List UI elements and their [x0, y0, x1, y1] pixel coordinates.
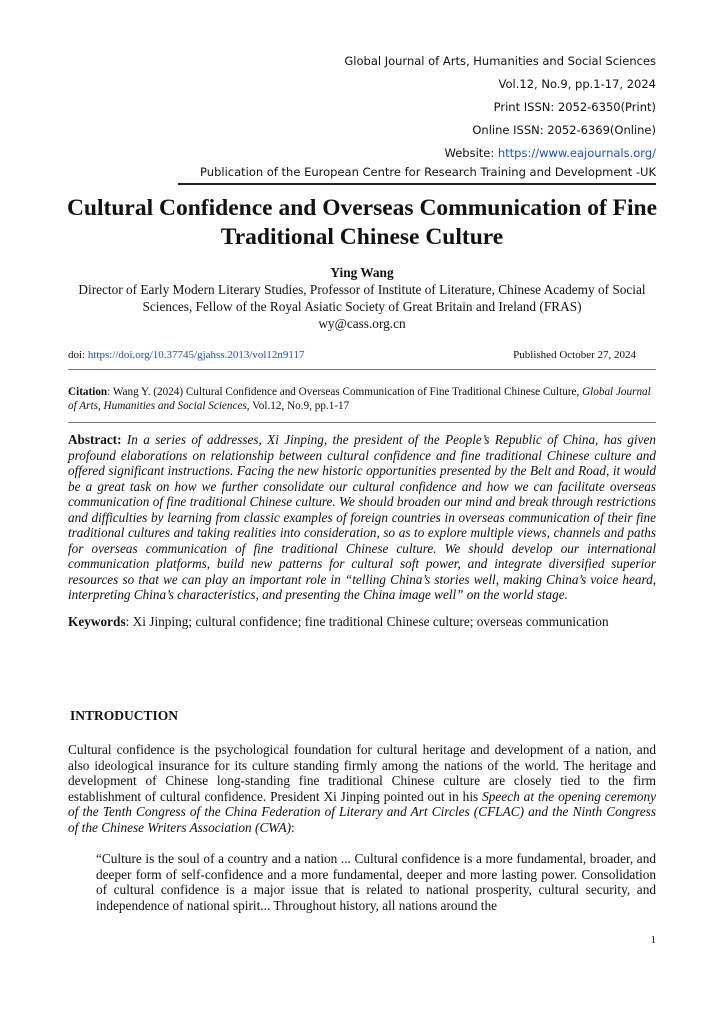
abstract-label: Abstract	[68, 432, 118, 447]
citation-tail: , Vol.12, No.9, pp.1-17	[246, 399, 350, 412]
author-affiliation: Director of Early Modern Literary Studies, Professor of Institute of Literature, Chinese Academy of Social Sciences, Fellow of the Royal Asiatic Society of Great Britain and Ireland (FRAS)	[78, 282, 646, 314]
citation-journal: Global Journal of Arts, Humanities and Social Sciences	[68, 386, 651, 412]
intro-text: Cultural confidence is the psychological foundation for cultural heritage and development of a nation, and also ideological insurance for its culture standing firmly among the nations of the world. The heritage and development of Chinese long-standing fine traditional Chinese culture are closely tied to the firm establishment of cultural confidence. President Xi Jinping pointed out in his	[68, 742, 656, 804]
citation-divider	[68, 422, 656, 423]
author-block	[60, 264, 664, 332]
citation-text: : Wang Y. (2024) Cultural Confidence and Overseas Communication of Fine Traditional Chinese Culture,	[107, 386, 583, 398]
publisher-line: Publication of the European Centre for Research Training and Development -UK	[200, 165, 656, 179]
header-divider	[178, 183, 656, 185]
abstract-text: In a series of addresses, Xi Jinping, the president of the People’s Republic of China, has given profound elaborations on relationship between cultural confidence and fine traditional Chinese culture and offered significant instructions. Facing the new historic opportunities presented by the Belt and Road, it would be a great task on how we further consolidate our cultural confidence and how we can facilitate overseas communication of fine traditional Chinese culture. We should broaden our mind and break through restrictions and difficulties by learning from classic examples of foreign countries in overseas communication of their fine traditional cultures and taking realities into consideration, so as to explore multiple views, channels and paths for overseas communication of fine traditional Chinese culture. We should develop our international communication platforms, build new patterns for cultural soft power, and integrate diversified superior resources so that we can play an important role in “telling China’s stories well, making China’s voice heard, interpreting China’s characteristics, and presenting the China image well” on the world stage.	[68, 432, 656, 602]
citation-label: Citation	[68, 386, 108, 398]
doi-link[interactable]: https://doi.org/10.37745/gjahss.2013/vol12n9117	[87, 349, 305, 361]
website-label: Website:	[444, 146, 495, 160]
journal-name: Global Journal of Arts, Humanities and Social Sciences	[344, 54, 656, 68]
author-email[interactable]: wy@cass.org.cn	[318, 316, 406, 331]
introduction-paragraph	[68, 742, 656, 836]
section-heading-introduction: INTRODUCTION	[70, 708, 179, 723]
website-line	[445, 146, 657, 160]
citation	[68, 386, 656, 413]
print-issn: Print ISSN: 2052-6350(Print)	[493, 100, 656, 114]
page-number: 1	[650, 934, 656, 946]
block-quote: “Culture is the soul of a country and a nation ... Cultural confidence is a more fundamental, broader, and deeper form of self-confidence and a more fundamental, deeper and more lasting power. Consolidation of cultural confidence is a major issue that is related to national prosperity, cultural security, and independence of national spirit... Throughout history, all nations around the	[96, 851, 656, 913]
keywords-label: Keywords	[68, 614, 126, 629]
keywords	[68, 614, 664, 630]
volume-info: Vol.12, No.9, pp.1-17, 2024	[498, 77, 656, 91]
website-link[interactable]: https://www.eajournals.org/	[497, 146, 656, 160]
doi-row	[68, 349, 656, 361]
intro-speech-title: Speech at the opening ceremony of the Tenth Congress of the China Federation of Literary and Art Circles (CFLAC) and the Ninth Congress of the Chinese Writers Association (CWA)	[68, 788, 656, 835]
paper-title: Cultural Confidence and Overseas Communication of Fine Traditional Chinese Culture	[66, 195, 658, 250]
keywords-text: : Xi Jinping; cultural confidence; fine traditional Chinese culture; overseas communication	[125, 614, 609, 629]
doi-divider	[68, 369, 656, 370]
doi-label: doi:	[68, 349, 86, 361]
online-issn: Online ISSN: 2052-6369(Online)	[472, 123, 656, 137]
published-date: Published October 27, 2024	[513, 349, 636, 361]
abstract: Abstract: In a series of addresses, Xi Jinping, the president of the People’s Republic of China, has given profound elaborations on relationship between cultural confidence and fine traditional Chinese culture and offered significant instructions. Facing the new historic opportunities presented by the Belt and Road, it would be a great task on how we further consolidate our cultural confidence and how we can facilitate overseas communication of fine traditional Chinese culture. We should broaden our mind and break through restrictions and difficulties by learning from classic examples of foreign countries in overseas communication of their fine traditional cultures and taking realities into consideration, so as to explore multiple views, channels and paths for overseas communication of fine traditional Chinese culture. We should develop our international communication platforms, build new patterns for cultural soft power, and integrate diversified superior resources so that we can play an important role in “telling China’s stories well, making China’s voice heard, interpreting China’s characteristics, and presenting the China image well” on the world stage.	[68, 432, 656, 602]
intro-tail: :	[291, 819, 295, 835]
author-name: Ying Wang	[330, 265, 394, 280]
